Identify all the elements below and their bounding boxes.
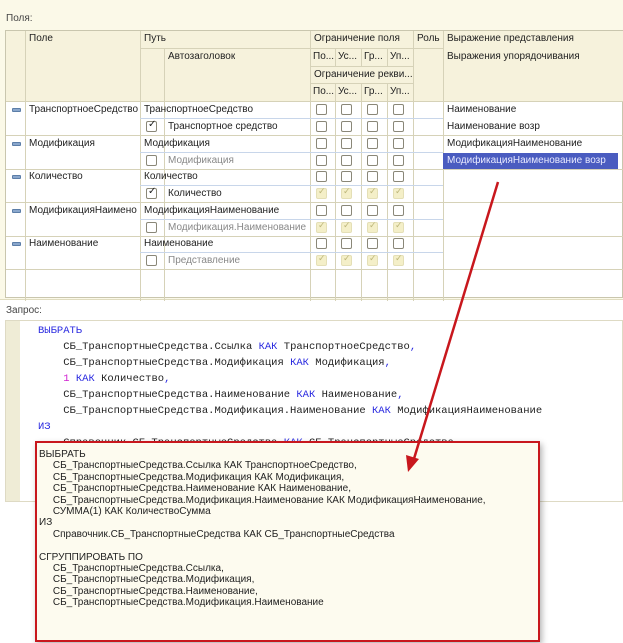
query-label: Запрос: [6, 305, 42, 316]
row-ordering-selected[interactable]: МодификацияНаименование возр [443, 153, 618, 169]
header-restriction-sub[interactable]: Ус... [338, 51, 358, 62]
row-field[interactable]: Наименование [29, 238, 99, 250]
header-ordering[interactable]: Выражения упорядочивания [447, 51, 580, 62]
grouped-query-line: ИЗ [39, 517, 53, 529]
header-restriction-sub[interactable]: Ус... [338, 86, 358, 97]
header-autotitle[interactable]: Автозаголовок [168, 51, 236, 62]
grouped-query-line: Справочник.СБ_ТранспортныеСредства КАК СБ_ТранспортныеСредства [39, 528, 395, 540]
row-presentation[interactable]: Наименование [447, 104, 517, 115]
grouped-query-line: СБ_ТранспортныеСредства.Наименование, [39, 585, 258, 597]
grouped-query-line: СБ_ТранспортныеСредства.Наименование КАК Наименование, [39, 483, 351, 495]
grouped-query-line: СБ_ТранспортныеСредства.Модификация.Наименование [39, 597, 324, 609]
row-field[interactable]: ТранспортноеСредство [29, 104, 139, 115]
grouped-query-line: СУММА(1) КАК КоличествоСумма [39, 506, 211, 517]
header-restriction-sub[interactable]: По... [313, 51, 335, 62]
header-restriction-sub[interactable]: По... [313, 86, 335, 97]
header-field[interactable]: Поле [29, 33, 53, 44]
fields-label: Поля: [6, 13, 33, 24]
arrow-head [406, 455, 419, 472]
header-restriction-sub[interactable]: Гр... [364, 86, 383, 97]
row-field[interactable]: Количество [29, 171, 83, 183]
row-field[interactable]: МодификацияНаимено [29, 204, 137, 216]
row-title[interactable]: Транспортное средство [168, 121, 278, 132]
header-presentation[interactable]: Выражение представления [447, 33, 574, 44]
grouped-query-line: СБ_ТранспортныеСредства.Ссылка, [39, 563, 224, 574]
header-attr-restriction[interactable]: Ограничение рекви... [314, 69, 413, 80]
row-title[interactable]: Количество [168, 188, 222, 200]
row-title[interactable]: Модификация [168, 154, 234, 166]
grouped-query-line: СБ_ТранспортныеСредства.Ссылка КАК ТранспортноеСредство, [39, 460, 357, 472]
grouped-query-line: СГРУППИРОВАТЬ ПО [39, 551, 143, 563]
query-text: ВЫБРАТЬ СБ_ТранспортныеСредства.Ссылка КАК ТранспортноеСредство, СБ_ТранспортныеСредства.Модификация КАК Модификация, 1 КАК Количество, СБ_ТранспортныеСредства.Наименование КАК Наименование, СБ_ТранспортныеСредства.Модификация.Наименование КАК МодификацияНаименование ИЗ [38, 325, 543, 433]
row-title[interactable]: Модификация.Наименование [168, 221, 307, 233]
grouped-query-line: СБ_ТранспортныеСредства.Модификация КАК Модификация, [39, 471, 345, 483]
row-path[interactable]: Количество [144, 171, 198, 183]
header-field-restriction[interactable]: Ограничение поля [314, 33, 400, 44]
row-path[interactable]: Модификация [144, 137, 210, 149]
header-restriction-sub[interactable]: Уп... [390, 86, 410, 97]
row-presentation[interactable]: МодификацияНаименование [447, 137, 583, 149]
row-path[interactable]: ТранспортноеСредство [144, 104, 254, 115]
grouped-query-line: ВЫБРАТЬ [39, 449, 86, 460]
row-title[interactable]: Представление [168, 255, 241, 267]
row-field[interactable]: Модификация [29, 137, 95, 149]
arrow-line [413, 182, 498, 462]
header-path[interactable]: Путь [144, 33, 166, 44]
header-role[interactable]: Роль [417, 33, 440, 44]
row-path[interactable]: МодификацияНаименование [144, 204, 280, 216]
row-path[interactable]: Наименование [144, 238, 214, 250]
grouped-query-line: СБ_ТранспортныеСредства.Модификация.Наименование КАК МодификацияНаименование, [39, 494, 486, 506]
row-ordering[interactable]: Наименование возр [447, 121, 540, 132]
header-restriction-sub[interactable]: Гр... [364, 51, 383, 62]
header-restriction-sub[interactable]: Уп... [390, 51, 410, 62]
grouped-query-line: СБ_ТранспортныеСредства.Модификация, [39, 574, 255, 586]
